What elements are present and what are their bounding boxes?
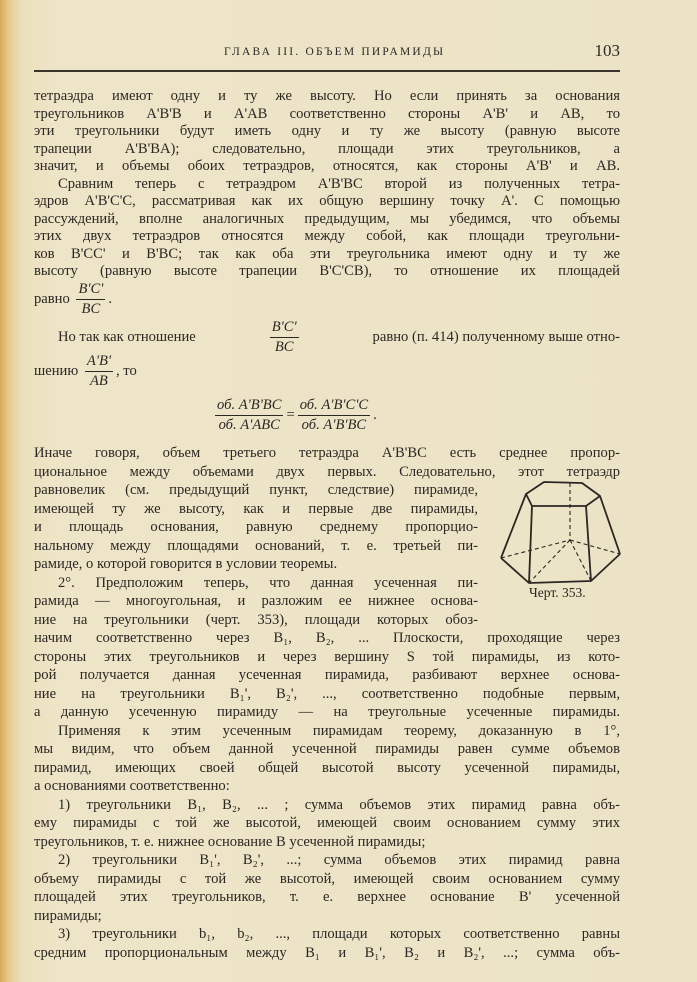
text-line: пирамид, имеющих своей общей высотой высоту усеченной пирамиды, — [34, 759, 620, 776]
text-line: 2°. Предположим теперь, что данная усеченная пи- — [58, 574, 478, 591]
text-line: рой получается данная усеченная пирамида, разбивают верхнее основа- — [34, 667, 620, 683]
denominator: BC — [274, 339, 294, 355]
text-line: мы видим, что объем данной усеченной пирамиды равен сумме объемов — [34, 741, 620, 757]
text: равно — [34, 290, 70, 307]
fraction — [85, 352, 113, 391]
paragraph-3-line-1 — [58, 318, 620, 357]
text-line: треугольников A'B'B и A'AB соответственно стороны A'B' и AB, то — [34, 105, 620, 122]
text-line: циональное между объемами двух первых. Следовательно, этот тетраэдр — [34, 463, 620, 480]
text-line: ние на треугольники B₁', B₂', ..., соответственно подобные первым, — [34, 685, 620, 702]
text: равно (п. 414) полученному выше отно- — [372, 329, 620, 345]
hidden-edges — [501, 483, 620, 583]
text-line: трапеции A'B'BA); следовательно, площади этих треугольников, а — [34, 140, 620, 157]
text-line: и площадь основания, равную среднему пропорцио- — [34, 519, 478, 535]
denominator: об. A'ABC — [218, 417, 280, 433]
ratio-line — [34, 280, 112, 319]
text-line: объему пирамиды с той же высотой, имеющей своим основанием сумму — [34, 870, 620, 887]
text-line: нальному между площадями оснований, т. е. третьей пи- — [34, 537, 478, 554]
text-line: Сравним теперь с тетраэдром A'B'BC второй из полученных тетра- — [58, 175, 620, 192]
text-line: 3) треугольники b₁, b₂, ..., площади которых соответственно равны — [58, 926, 620, 942]
text: шению — [34, 362, 79, 379]
chapter-title: ГЛАВА III. ОБЪЕМ ПИРАМИДЫ — [224, 46, 446, 58]
text-line: Применяя к этим усеченным пирамидам теорему, доказанную в 1°, — [58, 722, 620, 739]
denominator: BC — [81, 301, 101, 317]
text-line: ему пирамиды с той же высотой, имеющей своим основанием сумму этих — [34, 815, 620, 831]
fraction — [270, 318, 299, 357]
text-line: средним пропорциональным между B₁ и B₁', B₂ и B₂', ...; сумма объ- — [34, 944, 620, 961]
numerator: об. A'B'BC — [215, 396, 283, 416]
fraction-lhs — [215, 396, 283, 435]
denominator: AB — [90, 373, 108, 389]
text-line: 1) треугольники B₁, B₂, ... ; сумма объемов этих пирамид равна объ- — [58, 796, 620, 813]
numerator: об. A'B'C'C — [298, 396, 370, 416]
text: . — [108, 290, 112, 307]
page-number: 103 — [594, 41, 620, 60]
text-line: стороны этих треугольников и через вершину S той пирамиды, из кото- — [34, 648, 620, 665]
text-line: площадей этих треугольников, т. е. верхнее основание B' усеченной — [34, 889, 620, 905]
text-line: рассуждений, вполне аналогичных предыдущим, мы убедимся, что объемы — [34, 210, 620, 227]
text-line: эдров A'B'C'C, рассматривая как их общую вершину точку A'. С помощью — [34, 193, 620, 209]
equals-sign: = — [286, 407, 295, 423]
bottom-visible-edges — [501, 554, 620, 583]
text-line: Иначе говоря, объем третьего тетраэдра A'B'BC есть среднее пропор- — [34, 445, 620, 461]
numerator: B'C' — [76, 280, 105, 300]
paragraph-3-line-2 — [34, 352, 137, 391]
figure-caption: Черт. 353. — [529, 585, 586, 600]
text-line: ков B'CC' и B'BC; так как оба эти треугольника имеют одну и ту же — [34, 245, 620, 262]
denominator: об. A'B'BC — [301, 417, 367, 433]
fraction — [76, 280, 105, 319]
paragraph-1 — [34, 88, 620, 176]
frustum-figure — [498, 480, 628, 585]
text-line: начим соответственно через B₁, B₂, ... Плоскости, проходящие через — [34, 630, 620, 646]
text-line: высоту (равную высоте трапеции B'C'CB), то отношение их площадей — [34, 263, 620, 279]
numerator: A'B' — [85, 352, 113, 372]
text-line: рамида — многоугольная, и разложим ее нижнее основа- — [34, 593, 478, 609]
text-line: треугольников, т. е. нижнее основание B усеченной пирамиды; — [34, 833, 426, 850]
running-header — [34, 43, 620, 63]
formula — [212, 396, 377, 435]
top-face — [526, 482, 600, 506]
numerator: B'C' — [270, 318, 299, 338]
text-line: 2) треугольники B₁', B₂', ...; сумма объемов этих пирамид равна — [58, 852, 620, 868]
text-line: пирамиды; — [34, 907, 102, 924]
text-line: рамиде, о которой говорится в условии теоремы. — [34, 556, 338, 572]
text-line: ние на треугольники (черт. 353), площади которых обоз- — [34, 611, 478, 628]
paragraph-2 — [34, 176, 620, 281]
text: , то — [115, 362, 137, 379]
text: . — [373, 407, 377, 423]
text-line: равновелик (см. предыдущий пункт, следствие) пирамиде, — [34, 482, 478, 498]
text-line: значит, и объемы обоих тетраэдров, относятся, как стороны A'B' и AB. — [34, 158, 620, 174]
text-line: тетраэдра имеют одну и ту же высоту. Но если принять за основания — [34, 88, 620, 104]
fraction-rhs — [298, 396, 370, 435]
text-line: этих двух тетраэдров относятся между собой, как площади треугольни- — [34, 228, 620, 244]
text: Но так как отношение — [58, 329, 196, 345]
header-rule — [34, 70, 620, 72]
text-line: имеющей ту же высоту, как и первые две пирамиды, — [34, 500, 478, 517]
text-line: эти треугольники будут иметь одну и ту же высоту (равную высоте — [34, 123, 620, 139]
text-line: а данную усеченную пирамиду — на треугольные усеченные пирамиды. — [34, 704, 620, 720]
text-line: а основаниями соответственно: — [34, 778, 230, 794]
